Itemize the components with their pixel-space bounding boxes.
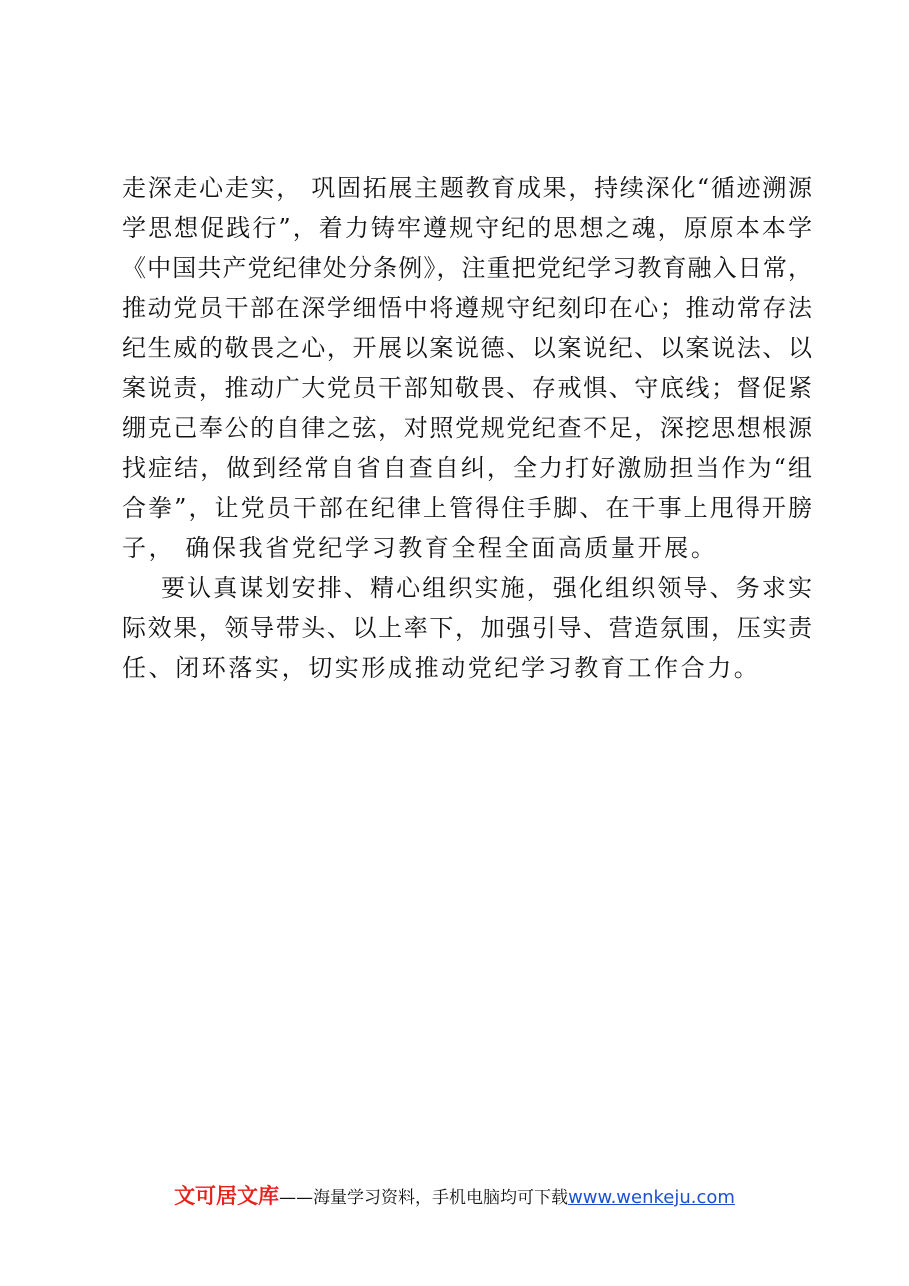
text-line: 任、闭环落实，切实形成推动党纪学习教育工作合力。 [122,654,761,682]
text-line: 纪生威的敬畏之心，开展以案说德、以案说纪、以案说法、以 [122,334,812,362]
text-line: 际效果，领导带头、以上率下，加强引导、营造氛围，压实责 [122,614,812,642]
text-line: 《中国共产党纪律处分条例》，注重把党纪学习教育融入日常， [122,254,812,282]
text-line: 案说责，推动广大党员干部知敬畏、存戒惧、守底线；督促紧 [122,374,812,402]
website-link[interactable]: www.wenkeju.com [568,1187,735,1208]
text-line: 走深走心走实， 巩固拓展主题教育成果，持续深化“循迹溯源 [122,174,812,202]
text-line: 学思想促践行”，着力铸牢遵规守纪的思想之魂，原原本本学 [122,214,812,242]
text-line: 要认真谋划安排、精心组织实施，强化组织领导、务求实 [122,574,812,602]
text-line: 推动党员干部在深学细悟中将遵规守纪刻印在心；推动常存法 [122,294,812,322]
text-line: 子， 确保我省党纪学习教育全程全面高质量开展。 [122,534,718,562]
text-line: 找症结，做到经常自省自查自纠，全力打好激励担当作为“组 [122,454,812,482]
document-body [122,168,812,688]
footer-tagline: ——海量学习资料，手机电脑均可下载 [279,1188,569,1208]
footer-banner [0,1180,909,1210]
text-line: 合拳”，让党员干部在纪律上管得住手脚、在干事上甩得开膀 [122,494,812,522]
brand-name: 文可居文库 [174,1184,280,1208]
text-line: 绷克己奉公的自律之弦，对照党规党纪查不足，深挖思想根源 [122,414,812,442]
